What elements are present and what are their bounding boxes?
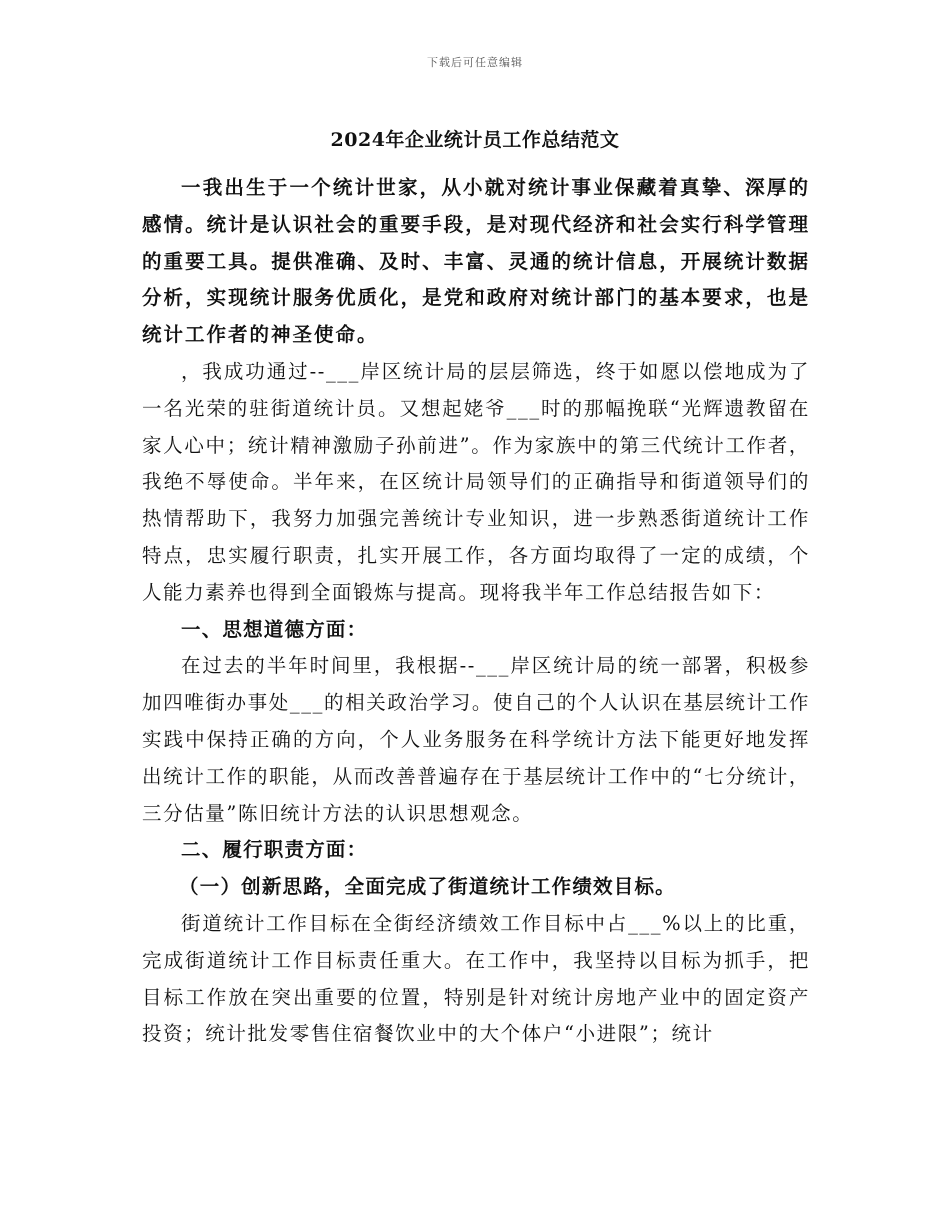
page-header-note: 下载后可任意编辑 <box>427 56 523 69</box>
subsection-heading: （一）创新思路，全面完成了街道统计工作绩效目标。 <box>179 875 676 899</box>
section-heading: 一、思想道德方面： <box>181 617 368 641</box>
intro-paragraph: 一我出生于一个统计世家，从小就对统计事业保藏着真挚、深厚的感情。统计是认识社会的重要手段，是对现代经济和社会实行科学管理的重要工具。提供准确、及时、丰富、灵通的统计信息，开展统计数据分析，实现统计服务优质化，是党和政府对统计部门的基本要求，也是统计工作者的神圣使命。 <box>142 176 810 347</box>
document-title: 2024年企业统计员工作总结范文 <box>330 129 620 151</box>
section-heading: 二、履行职责方面： <box>181 838 368 862</box>
body-paragraph: ，我成功通过--___岸区统计局的层层筛选，终于如愿以偿地成为了一名光荣的驻街道统计员。又想起姥爷___时的那幅挽联“光辉遗教留在家人心中；统计精神激励子孙前进”。作为家族中的第三代统计工作者，我绝不辱使命。半年来，在区统计局领导们的正确指导和街道领导们的热情帮助下，我努力加强完善统计专业知识，进一步熟悉街道统计工作特点，忠实履行职责，扎实开展工作，各方面均取得了一定的成绩，个人能力素养也得到全面锻炼与提高。现将我半年工作总结报告如下： <box>142 359 810 604</box>
body-paragraph: 在过去的半年时间里，我根据--___岸区统计局的统一部署，积极参加四唯街办事处___的相关政治学习。使自己的个人认识在基层统计工作实践中保持正确的方向，个人业务服务在科学统计方法下能更好地发挥出统计工作的职能，从而改善普遍存在于基层统计工作中的“七分统计，三分估量”陈旧统计方法的认识思想观念。 <box>142 654 810 825</box>
body-paragraph: 街道统计工作目标在全街经济绩效工作目标中占___%以上的比重，完成街道统计工作目标责任重大。在工作中，我坚持以目标为抓手，把目标工作放在突出重要的位置，特别是针对统计房地产业中的固定资产投资；统计批发零售住宿餐饮业中的大个体户“小进限”；统计 <box>142 911 810 1046</box>
document-body <box>142 170 810 1053</box>
